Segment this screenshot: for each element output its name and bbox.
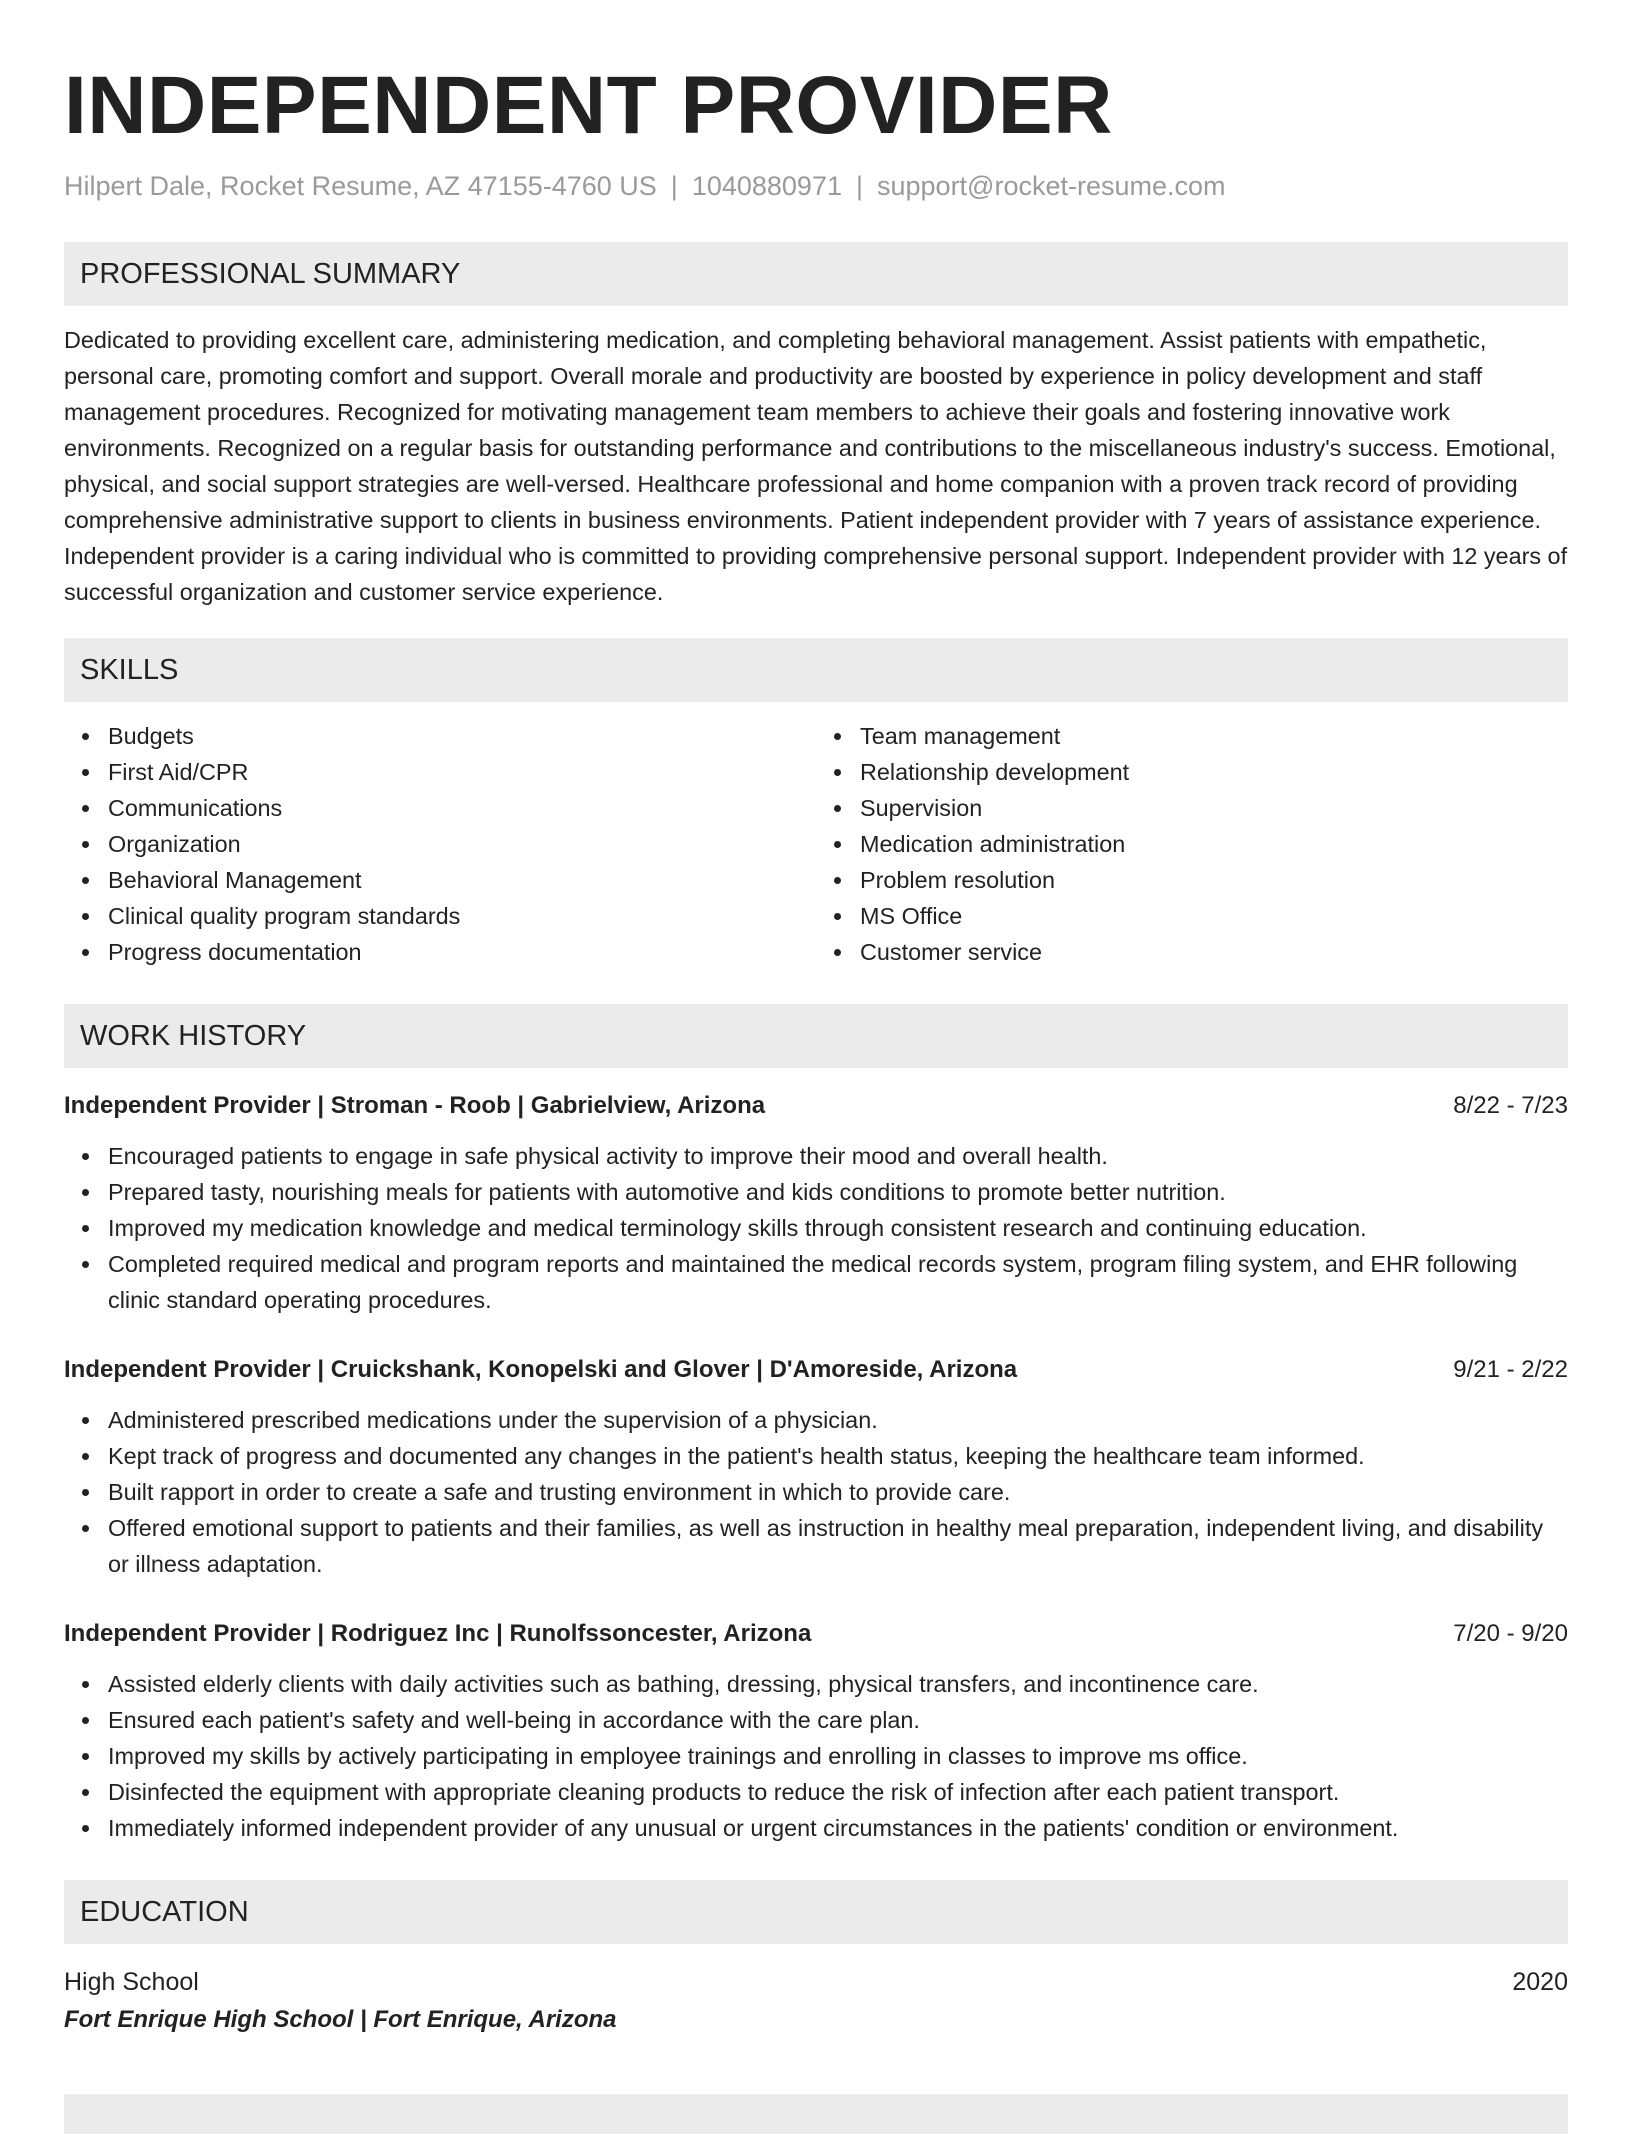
job-bullets <box>64 1402 1568 1582</box>
skill-item: MS Office <box>860 898 1568 934</box>
job-bullet: Prepared tasty, nourishing meals for patients with automotive and kids conditions to promote better nutrition. <box>108 1174 1568 1210</box>
job-header <box>64 1352 1568 1388</box>
job-entry <box>64 1352 1568 1582</box>
section-heading-education: EDUCATION <box>64 1880 1568 1944</box>
skill-item: Team management <box>860 718 1568 754</box>
job-bullet: Administered prescribed medications under the supervision of a physician. <box>108 1402 1568 1438</box>
contact-email: support@rocket-resume.com <box>877 171 1226 201</box>
job-bullet: Encouraged patients to engage in safe physical activity to improve their mood and overall health. <box>108 1138 1568 1174</box>
job-bullet: Completed required medical and program reports and maintained the medical records system, program filing system, and EHR following clinic standard operating procedures. <box>108 1246 1568 1318</box>
skill-item: Communications <box>108 790 816 826</box>
education-degree: High School <box>64 1968 199 1996</box>
job-header <box>64 1088 1568 1124</box>
job-entry <box>64 1088 1568 1318</box>
candidate-name: INDEPENDENT PROVIDER <box>64 60 1113 151</box>
skill-item: Relationship development <box>860 754 1568 790</box>
skills-column-left <box>64 718 816 970</box>
skill-item: Progress documentation <box>108 934 816 970</box>
job-bullet: Built rapport in order to create a safe and trusting environment in which to provide care. <box>108 1474 1568 1510</box>
skill-item: Budgets <box>108 718 816 754</box>
contact-phone: 1040880971 <box>691 171 842 201</box>
contact-separator: | <box>855 171 863 201</box>
job-bullet: Improved my medication knowledge and medical terminology skills through consistent research and continuing education. <box>108 1210 1568 1246</box>
job-title: Independent Provider | Rodriguez Inc | Runolfssoncester, Arizona <box>64 1620 812 1647</box>
skill-item: Medication administration <box>860 826 1568 862</box>
education-entry <box>64 1964 1568 2000</box>
skill-item: Supervision <box>860 790 1568 826</box>
contact-separator: | <box>670 171 678 201</box>
job-dates: 8/22 - 7/23 <box>1453 1092 1568 1119</box>
skill-item: Customer service <box>860 934 1568 970</box>
job-title: Independent Provider | Stroman - Roob | Gabrielview, Arizona <box>64 1092 766 1119</box>
job-bullets <box>64 1138 1568 1318</box>
job-header <box>64 1616 1568 1652</box>
job-dates: 7/20 - 9/20 <box>1453 1620 1568 1647</box>
skill-item: Clinical quality program standards <box>108 898 816 934</box>
education-school: Fort Enrique High School | Fort Enrique, Arizona <box>64 2006 617 2033</box>
skill-item: Organization <box>108 826 816 862</box>
summary-text: Dedicated to providing excellent care, administering medication, and completing behavioral management. Assist patients with empathetic, personal care, promoting comfort and support. Overall morale and productivity are boosted by experience in policy development and staff management procedures. Recognized for motivating management team members to achieve their goals and fostering innovative work environments. Recognized on a regular basis for outstanding performance and contributions to the miscellaneous industry's success. Emotional, physical, and social support strategies are well-versed. Healthcare professional and home companion with a proven track record of providing comprehensive administrative support to clients in business environments. Patient independent provider with 7 years of assistance experience. Independent provider is a caring individual who is committed to providing comprehensive personal support. Independent provider with 12 years of successful organization and customer service experience. <box>64 327 1568 605</box>
job-bullet: Assisted elderly clients with daily activities such as bathing, dressing, physical transfers, and incontinence care. <box>108 1666 1568 1702</box>
skills-list <box>64 718 1568 970</box>
skill-item: Behavioral Management <box>108 862 816 898</box>
job-bullets <box>64 1666 1568 1846</box>
next-section-heading-bar <box>64 2094 1568 2134</box>
job-bullet: Disinfected the equipment with appropriate cleaning products to reduce the risk of infection after each patient transport. <box>108 1774 1568 1810</box>
skills-column-right <box>816 718 1568 970</box>
job-entry <box>64 1616 1568 1846</box>
skill-item: Problem resolution <box>860 862 1568 898</box>
education-year: 2020 <box>1512 1968 1568 1996</box>
job-bullet: Offered emotional support to patients and their families, as well as instruction in healthy meal preparation, independent living, and disability or illness adaptation. <box>108 1510 1568 1582</box>
section-heading-work-history: WORK HISTORY <box>64 1004 1568 1068</box>
section-heading-skills: SKILLS <box>64 638 1568 702</box>
contact-line <box>64 168 1568 204</box>
skill-item: First Aid/CPR <box>108 754 816 790</box>
job-bullet: Immediately informed independent provider of any unusual or urgent circumstances in the patients' condition or environment. <box>108 1810 1568 1846</box>
job-bullet: Kept track of progress and documented any changes in the patient's health status, keeping the healthcare team informed. <box>108 1438 1568 1474</box>
job-dates: 9/21 - 2/22 <box>1453 1356 1568 1383</box>
job-title: Independent Provider | Cruickshank, Konopelski and Glover | D'Amoreside, Arizona <box>64 1356 1018 1383</box>
contact-address: Hilpert Dale, Rocket Resume, AZ 47155-4760 US <box>64 171 657 201</box>
job-bullet: Ensured each patient's safety and well-being in accordance with the care plan. <box>108 1702 1568 1738</box>
job-bullet: Improved my skills by actively participating in employee trainings and enrolling in classes to improve ms office. <box>108 1738 1568 1774</box>
section-heading-summary: PROFESSIONAL SUMMARY <box>64 242 1568 306</box>
